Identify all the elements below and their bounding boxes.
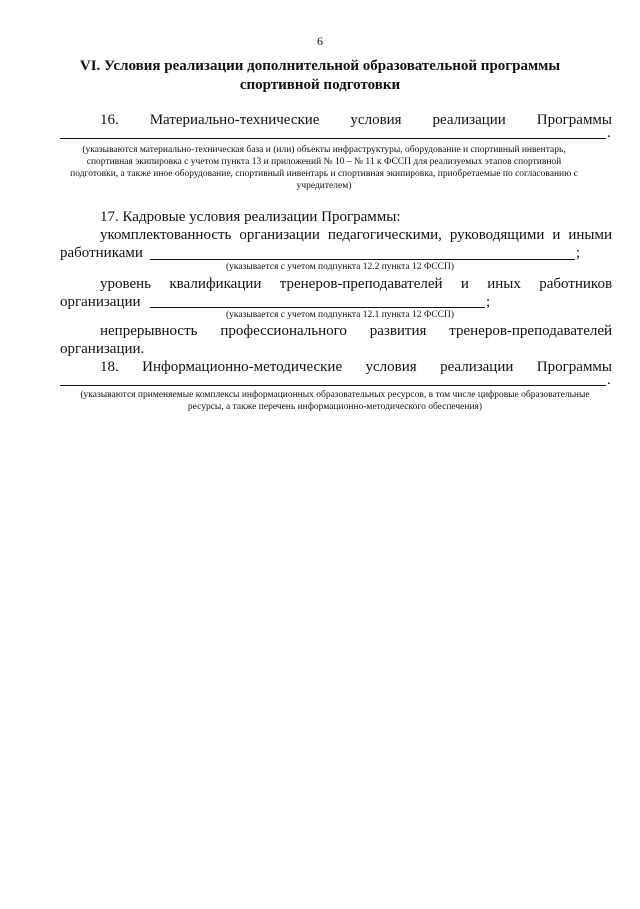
item16-word: условия xyxy=(350,112,402,128)
item18-end-mark: . xyxy=(607,372,611,388)
item17-qualification-word: и xyxy=(460,276,469,292)
page-number: 6 xyxy=(317,34,323,48)
item17-qualification-word: квалификации xyxy=(169,276,262,292)
item17-development-end: организации. xyxy=(60,341,145,357)
item17-staffing-fill-line xyxy=(150,259,575,260)
item16-line xyxy=(100,111,612,129)
item17-development-word: тренеров-преподавателей xyxy=(449,323,613,339)
item18-number: 18. xyxy=(100,359,119,375)
item16-word: Программы xyxy=(536,112,613,128)
item18-fill-line xyxy=(60,385,606,386)
item17-qualification-end: ; xyxy=(486,294,491,310)
item17-qualification-label: организации xyxy=(60,294,141,310)
item16-fill-line xyxy=(60,138,606,139)
item18-word: условия xyxy=(365,359,417,375)
item18-note: (указываются применяемые комплексы информационных образовательных ресурсов, в том числе цифровые образовательные ресурсы, а также перечень информационно-методического обеспечения) xyxy=(80,390,590,412)
item17-staffing-note: (указывается с учетом подпункта 12.2 пункта 12 ФССП) xyxy=(225,262,455,272)
item18-word: реализации xyxy=(440,359,514,375)
item17-qualification-fill-line xyxy=(150,307,485,308)
item18-word: Информационно-методические xyxy=(142,359,343,375)
item17-qualification-note: (указывается с учетом подпункта 12.1 пункта 12 ФССП) xyxy=(225,310,455,320)
item17-development-line xyxy=(100,322,612,340)
item17-qualification-word: уровень xyxy=(100,276,152,292)
item16-end-mark: . xyxy=(607,125,611,141)
item18-line xyxy=(100,358,612,376)
item16-word: Материально-технические xyxy=(149,112,320,128)
item17-qualification-word: тренеров-преподавателей xyxy=(279,276,443,292)
item17-staffing-label: работниками xyxy=(60,245,143,261)
item16-word: реализации xyxy=(432,112,506,128)
item17-staffing-line: укомплектованность организации педагогическими, руководящими и иными xyxy=(100,227,612,243)
item17-heading: 17. Кадровые условия реализации Программы: xyxy=(100,209,401,225)
item17-development-word: профессионального xyxy=(220,323,347,339)
item17-qualification-word: работников xyxy=(539,276,613,292)
item17-qualification-word: иных xyxy=(487,276,521,292)
item16-number: 16. xyxy=(100,112,119,128)
section-title: VI. Условия реализации дополнительной образовательной программы спортивной подготовки xyxy=(79,58,561,93)
item17-staffing-end: ; xyxy=(576,245,581,261)
item17-development-word: непрерывность xyxy=(100,323,198,339)
item17-development-word: развития xyxy=(369,323,427,339)
item18-word: Программы xyxy=(536,359,613,375)
item16-note: (указываются материально-техническая база и (или) объекты инфраструктуры, оборудование и спортивный инвентарь, спортивная экипировка с учетом пункта 13 и приложений № 10 – № 11 к ФССП для реализуемых этапов спортивной подготовки, а также иное оборудование, спортивный инвентарь и спортивная экипировка, приобретаемые по согласованию с учредителем) xyxy=(70,145,578,191)
item17-qualification-line xyxy=(100,275,612,293)
